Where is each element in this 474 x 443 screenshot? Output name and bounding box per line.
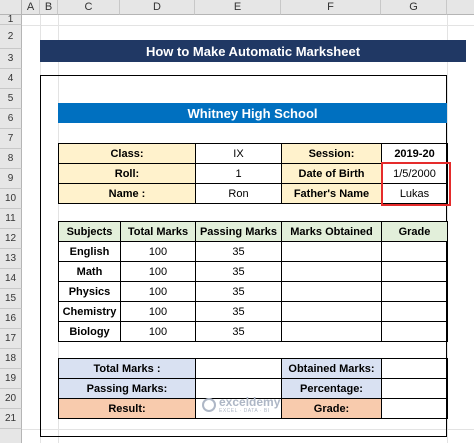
passing-marks-cell[interactable]: 35 [196, 242, 282, 262]
marks-obtained-cell[interactable] [282, 302, 382, 322]
row-header-13[interactable]: 13 [0, 249, 22, 269]
row-header-10[interactable]: 10 [0, 189, 22, 209]
col-subjects[interactable]: Subjects [59, 222, 121, 242]
passing-marks-label: Passing Marks: [59, 379, 196, 399]
name-value[interactable]: Ron [196, 184, 282, 204]
row-header-5[interactable]: 5 [0, 89, 22, 109]
row-header-19[interactable]: 19 [0, 369, 22, 389]
table-row [59, 262, 448, 282]
class-value[interactable]: IX [196, 144, 282, 164]
total-marks-cell[interactable]: 100 [121, 262, 196, 282]
total-marks-label: Total Marks : [59, 359, 196, 379]
row-header-17[interactable]: 17 [0, 329, 22, 349]
school-name[interactable]: Whitney High School [58, 103, 447, 123]
column-header-f[interactable]: F [281, 0, 381, 15]
name-label: Name : [59, 184, 196, 204]
obtained-marks-value[interactable] [382, 359, 448, 379]
column-header-a[interactable]: A [22, 0, 40, 15]
percentage-value[interactable] [382, 379, 448, 399]
row-header-6[interactable]: 6 [0, 109, 22, 129]
total-marks-cell[interactable]: 100 [121, 302, 196, 322]
row-header-4[interactable]: 4 [0, 69, 22, 89]
subject-cell[interactable]: Math [59, 262, 121, 282]
row-header-12[interactable]: 12 [0, 229, 22, 249]
column-header-filler [447, 0, 474, 15]
grade-cell[interactable] [382, 242, 448, 262]
row-header-2[interactable]: 2 [0, 25, 22, 49]
row-header-8[interactable]: 8 [0, 149, 22, 169]
col-marks-obtained[interactable]: Marks Obtained [282, 222, 382, 242]
total-marks-cell[interactable]: 100 [121, 282, 196, 302]
father-name-label: Father's Name [282, 184, 382, 204]
watermark-name: exceldemy [219, 395, 281, 409]
row-header-7[interactable]: 7 [0, 129, 22, 149]
subject-cell[interactable]: Physics [59, 282, 121, 302]
passing-marks-cell[interactable]: 35 [196, 262, 282, 282]
total-marks-cell[interactable]: 100 [121, 242, 196, 262]
subject-cell[interactable]: Chemistry [59, 302, 121, 322]
total-marks-cell[interactable]: 100 [121, 322, 196, 342]
father-name-value[interactable]: Lukas [382, 184, 448, 204]
table-row [59, 242, 448, 262]
class-label: Class: [59, 144, 196, 164]
gridline [22, 25, 474, 26]
row-header-21[interactable]: 21 [0, 409, 22, 429]
subject-cell[interactable]: Biology [59, 322, 121, 342]
marks-obtained-cell[interactable] [282, 242, 382, 262]
marks-obtained-cell[interactable] [282, 282, 382, 302]
row-header-9[interactable]: 9 [0, 169, 22, 189]
obtained-marks-label: Obtained Marks: [282, 359, 382, 379]
total-marks-value[interactable] [196, 359, 282, 379]
row-header-14[interactable]: 14 [0, 269, 22, 289]
row-header-18[interactable]: 18 [0, 349, 22, 369]
summary-row [59, 359, 448, 379]
row-header-16[interactable]: 16 [0, 309, 22, 329]
subject-cell[interactable]: English [59, 242, 121, 262]
highlight-box [381, 162, 451, 206]
exceldemy-logo-icon [202, 398, 216, 412]
table-row [59, 322, 448, 342]
passing-marks-cell[interactable]: 35 [196, 322, 282, 342]
table-row [59, 302, 448, 322]
marks-table [58, 221, 448, 342]
column-header-b[interactable]: B [40, 0, 58, 15]
roll-label: Roll: [59, 164, 196, 184]
grade-label: Grade: [282, 399, 382, 419]
session-label: Session: [282, 144, 382, 164]
col-grade[interactable]: Grade [382, 222, 448, 242]
select-all-corner[interactable] [0, 0, 22, 15]
row-header-filler [0, 429, 22, 443]
col-passing-marks[interactable]: Passing Marks [196, 222, 282, 242]
dob-value[interactable]: 1/5/2000 [382, 164, 448, 184]
table-row [59, 282, 448, 302]
result-label: Result: [59, 399, 196, 419]
column-header-d[interactable]: D [120, 0, 195, 15]
sheet-title[interactable]: How to Make Automatic Marksheet [40, 40, 466, 62]
marks-obtained-cell[interactable] [282, 262, 382, 282]
row-header-20[interactable]: 20 [0, 389, 22, 409]
dob-label: Date of Birth [282, 164, 382, 184]
info-row-class [59, 144, 448, 164]
column-header-e[interactable]: E [195, 0, 281, 15]
watermark [202, 396, 280, 414]
passing-marks-cell[interactable]: 35 [196, 302, 282, 322]
row-header-3[interactable]: 3 [0, 49, 22, 69]
grade-value[interactable] [382, 399, 448, 419]
roll-value[interactable]: 1 [196, 164, 282, 184]
grade-cell[interactable] [382, 302, 448, 322]
row-header-1[interactable]: 1 [0, 15, 22, 25]
row-header-11[interactable]: 11 [0, 209, 22, 229]
percentage-label: Percentage: [282, 379, 382, 399]
column-header-c[interactable]: C [58, 0, 120, 15]
grade-cell[interactable] [382, 282, 448, 302]
col-total-marks[interactable]: Total Marks [121, 222, 196, 242]
grade-cell[interactable] [382, 322, 448, 342]
marks-obtained-cell[interactable] [282, 322, 382, 342]
column-header-g[interactable]: G [381, 0, 447, 15]
passing-marks-cell[interactable]: 35 [196, 282, 282, 302]
grade-cell[interactable] [382, 262, 448, 282]
session-value[interactable]: 2019-20 [382, 144, 448, 164]
row-header-15[interactable]: 15 [0, 289, 22, 309]
marks-header-row [59, 222, 448, 242]
watermark-tagline: EXCEL · DATA · BI [219, 408, 270, 414]
